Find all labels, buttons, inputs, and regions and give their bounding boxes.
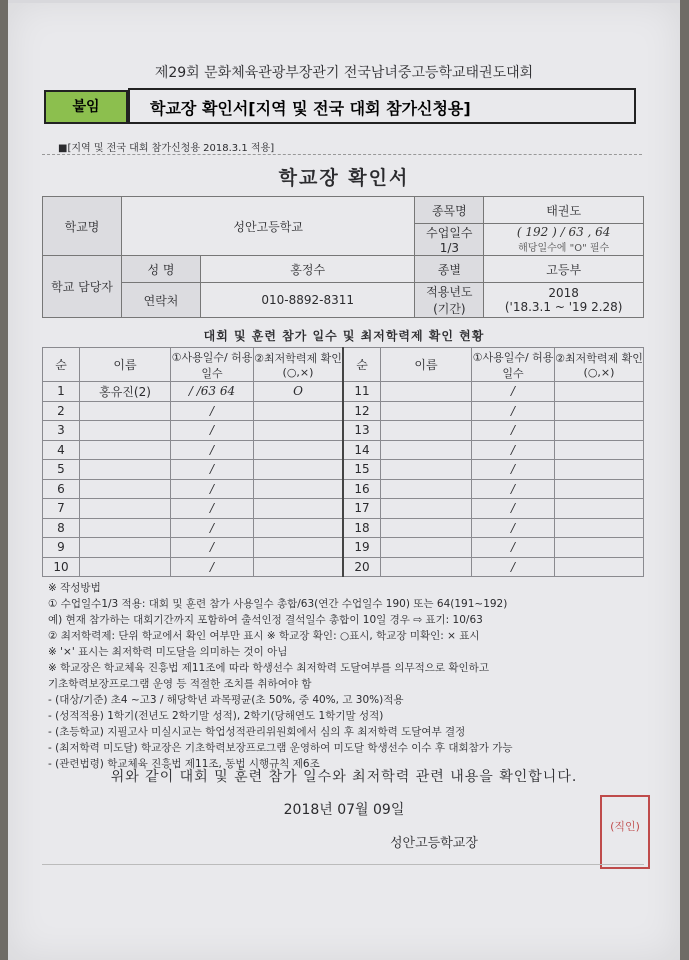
attendance-sub: 1/3: [439, 241, 459, 255]
contact-value: 010-8892-8311: [201, 283, 415, 318]
row-name-right: [381, 382, 472, 402]
col-name-right: 이름: [381, 348, 472, 382]
attendance-cell: [484, 224, 644, 256]
method-line: ② 최저학력제: 단위 학교에서 확인 여부만 표시 ※ 학교장 확인: ○표시, 학교장 미확인: × 표시: [48, 630, 480, 642]
table-row: [43, 538, 644, 558]
col-no: 순: [43, 348, 80, 382]
competition-title: 제29회 문화체육관광부장관기 전국남녀중고등학교태권도대회: [154, 65, 534, 81]
row-name: [80, 460, 171, 480]
row-check: [254, 460, 344, 480]
row-days: /: [171, 421, 254, 441]
row-name-right: [381, 460, 472, 480]
row-check-right: [555, 382, 644, 402]
form-title-box: [128, 88, 636, 124]
category-value: 고등부: [484, 256, 644, 283]
row-name-right: [381, 479, 472, 499]
year-value: 2018: [548, 286, 579, 300]
row-name-right: [381, 499, 472, 519]
row-days-right: /: [472, 440, 555, 460]
year-period: ('18.3.1 ~ '19 2.28): [504, 300, 623, 314]
method-lines: [48, 596, 648, 772]
confirmation-statement: 위와 같이 대회 및 훈련 참가 일수와 최저학력 관련 내용을 확인합니다.: [110, 769, 578, 785]
row-name-right: [381, 518, 472, 538]
row-no-right: 11: [343, 382, 381, 402]
school-info-table: [42, 196, 644, 318]
row-days-right: /: [472, 538, 555, 558]
row-no-right: 15: [343, 460, 381, 480]
attendance-label: 수업일수: [426, 226, 473, 240]
row-no: 10: [43, 557, 80, 577]
row-days-right: /: [472, 460, 555, 480]
row-days: /: [171, 518, 254, 538]
row-no: 5: [43, 460, 80, 480]
year-cell: [484, 283, 644, 318]
method-title: ※ 작성방법: [48, 582, 101, 594]
row-check: [254, 538, 344, 558]
col-academic: ②최저학력제 확인(○,×): [254, 348, 344, 382]
row-check: [254, 557, 344, 577]
method-line: ※ '×' 표시는 최저학력 미도달을 의미하는 것이 아님: [48, 646, 288, 658]
row-days: /: [171, 401, 254, 421]
row-days: /: [171, 440, 254, 460]
method-line: ① 수업일수1/3 적용: 대회 및 훈련 참가 사용일수 총합/63(연간 수업일수 190) 또는 64(191~192): [48, 598, 508, 610]
year-label: 적용년도: [426, 285, 473, 299]
year-sub: (기간): [433, 302, 466, 316]
method-line: ※ 학교장은 학교체육 진흥법 제11조에 따라 학생선수 최저학력 도달여부를 의무적으로 확인하고: [48, 662, 489, 674]
issue-date: 2018년 07월 09일: [283, 802, 405, 818]
method-line: 기초학력보장프로그램 운영 등 적절한 조치를 취하여야 함: [48, 678, 312, 690]
writing-method: [48, 580, 648, 772]
row-days: /: [171, 499, 254, 519]
row-check-right: [555, 557, 644, 577]
row-no: 1: [43, 382, 80, 402]
row-no-right: 13: [343, 421, 381, 441]
row-days: /: [171, 557, 254, 577]
bottom-divider: [42, 864, 644, 865]
row-name: [80, 538, 171, 558]
row-check: [254, 401, 344, 421]
row-check-right: [555, 538, 644, 558]
category-label: 종별: [415, 256, 484, 283]
row-no-right: 20: [343, 557, 381, 577]
row-check-right: [555, 401, 644, 421]
row-name: [80, 440, 171, 460]
row-check: [254, 421, 344, 441]
row-name: [80, 499, 171, 519]
row-check-right: [555, 460, 644, 480]
row-name-right: [381, 557, 472, 577]
principal-name: 성안고등학교장: [390, 836, 478, 851]
method-line: - (대상/기준) 초4 ~고3 / 해당학년 과목평균(초 50%, 중 40%, 고 30%)적용: [48, 694, 404, 706]
row-check-right: [555, 518, 644, 538]
applicability-note: ■[지역 및 전국 대회 참가신청용 2018.3.1 적용]: [58, 143, 275, 154]
status-title: 대회 및 훈련 참가 일수 및 최저학력제 확인 현황: [203, 329, 485, 343]
row-name-right: [381, 538, 472, 558]
row-no-right: 18: [343, 518, 381, 538]
row-check: [254, 440, 344, 460]
row-name: [80, 479, 171, 499]
row-days-right: /: [472, 479, 555, 499]
row-no: 8: [43, 518, 80, 538]
col-days: ①사용일수/ 허용일수: [171, 348, 254, 382]
officer-label: 학교 담당자: [43, 256, 122, 318]
row-days-right: /: [472, 401, 555, 421]
table-row: [43, 440, 644, 460]
attendance-label-cell: [415, 224, 484, 256]
form-title: 학교장 확인서[지역 및 전국 대회 참가신청용]: [150, 99, 471, 118]
participation-rows: [43, 382, 644, 577]
row-no: 2: [43, 401, 80, 421]
row-no: 6: [43, 479, 80, 499]
row-days: / /63 64: [171, 382, 254, 402]
row-days-right: /: [472, 518, 555, 538]
row-days: /: [171, 479, 254, 499]
row-no: 4: [43, 440, 80, 460]
row-name: 홍유진(2): [80, 382, 171, 402]
row-days: /: [171, 460, 254, 480]
attendance-note: 해당일수에 "O" 필수: [518, 243, 610, 254]
row-days-right: /: [472, 421, 555, 441]
row-check-right: [555, 499, 644, 519]
row-no-right: 19: [343, 538, 381, 558]
event-label: 종목명: [415, 197, 484, 224]
table-row: [43, 499, 644, 519]
row-days-right: /: [472, 557, 555, 577]
col-days-right: ①사용일수/ 허용일수: [472, 348, 555, 382]
page-edge: [8, 0, 680, 3]
row-name: [80, 557, 171, 577]
row-no-right: 17: [343, 499, 381, 519]
attachment-label: 붙임: [72, 99, 100, 115]
row-days-right: /: [472, 499, 555, 519]
table-row: [43, 557, 644, 577]
row-check: O: [254, 382, 344, 402]
row-no-right: 16: [343, 479, 381, 499]
row-days-right: /: [472, 382, 555, 402]
table-row: [43, 479, 644, 499]
method-line: 예) 현재 참가하는 대회기간까지 포함하여 출석인정 결석일수 총합이 10일 경우 ⇨ 표기: 10/63: [48, 614, 483, 626]
participation-table: [42, 347, 644, 577]
document-page: [8, 0, 680, 960]
row-name-right: [381, 421, 472, 441]
school-name: 성안고등학교: [122, 197, 415, 256]
table-row: [43, 460, 644, 480]
name-label: 성 명: [122, 256, 201, 283]
table-row: [43, 518, 644, 538]
row-no: 7: [43, 499, 80, 519]
row-check-right: [555, 479, 644, 499]
row-name: [80, 401, 171, 421]
row-check-right: [555, 421, 644, 441]
event-value: 태권도: [484, 197, 644, 224]
row-no: 3: [43, 421, 80, 441]
seal-text: (직인): [610, 820, 640, 833]
row-no: 9: [43, 538, 80, 558]
name-value: 홍정수: [201, 256, 415, 283]
col-name: 이름: [80, 348, 171, 382]
official-seal: [600, 795, 650, 869]
row-name: [80, 421, 171, 441]
method-line: - (최저학력 미도달) 학교장은 기초학력보장프로그램 운영하여 미도달 학생선수 이수 후 대회참가 가능: [48, 742, 513, 754]
table-row: [43, 382, 644, 402]
document-title: 학교장 확인서: [278, 167, 410, 189]
row-check-right: [555, 440, 644, 460]
method-line: - (성적적용) 1학기(전년도 2학기말 성적), 2학기(당해연도 1학기말 성적): [48, 710, 384, 722]
row-days: /: [171, 538, 254, 558]
divider: [42, 154, 642, 155]
row-check: [254, 518, 344, 538]
row-check: [254, 499, 344, 519]
attendance-value: ( 192 ) / 63 , 64: [516, 225, 611, 239]
row-check: [254, 479, 344, 499]
method-line: - (관련법령) 학교체육 진흥법 제11조, 동법 시행규칙 제6조: [48, 758, 320, 770]
row-name-right: [381, 440, 472, 460]
contact-label: 연락처: [122, 283, 201, 318]
school-label: 학교명: [43, 197, 122, 256]
row-name-right: [381, 401, 472, 421]
col-no-right: 순: [343, 348, 381, 382]
attachment-badge: [44, 90, 128, 124]
col-academic-right: ②최저학력제 확인(○,×): [555, 348, 644, 382]
method-line: - (초등학교) 지필고사 미실시교는 학업성적관리위원회에서 심의 후 최저학력 도달여부 결정: [48, 726, 466, 738]
table-row: [43, 401, 644, 421]
table-row: [43, 421, 644, 441]
row-no-right: 12: [343, 401, 381, 421]
row-name: [80, 518, 171, 538]
row-no-right: 14: [343, 440, 381, 460]
year-label-cell: [415, 283, 484, 318]
